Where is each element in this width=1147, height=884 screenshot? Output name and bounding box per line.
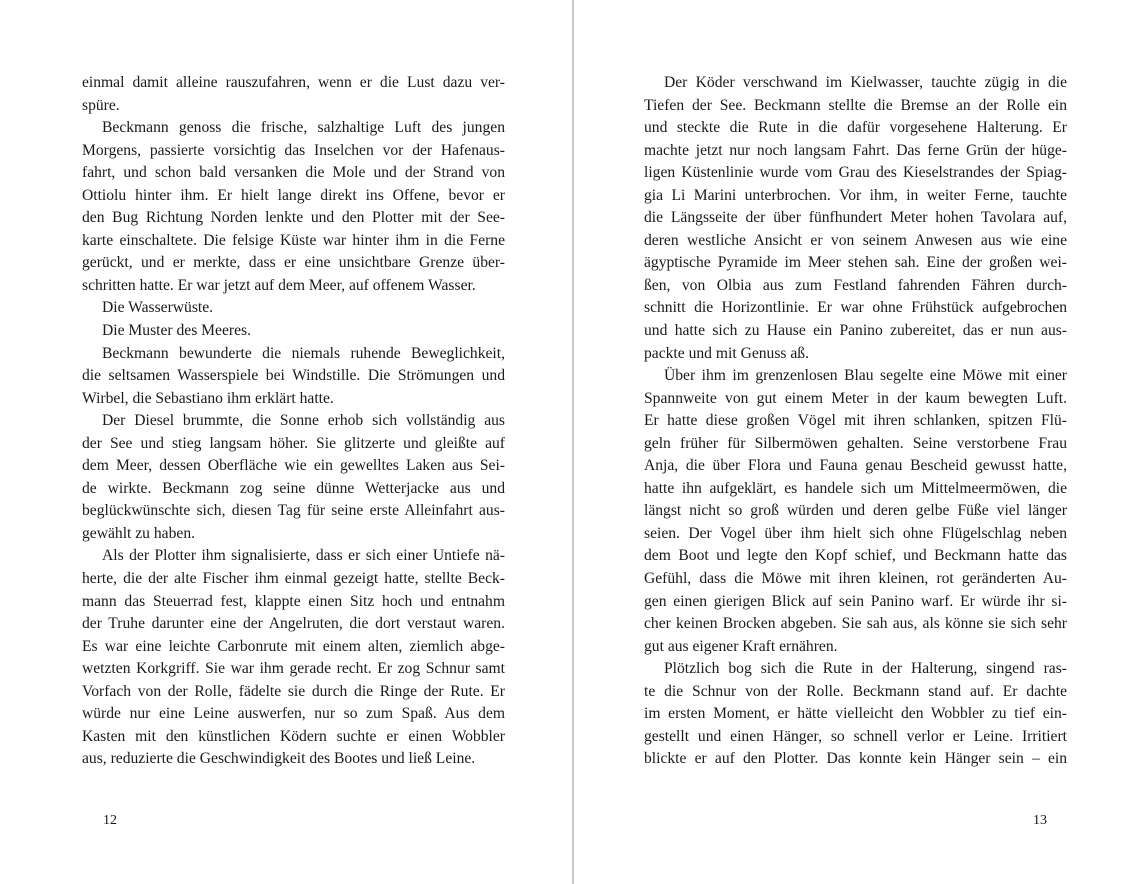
- text-line: Der Diesel brummte, die Sonne erhob sich vollständig aus: [102, 412, 505, 430]
- paragraph: [82, 545, 505, 770]
- text-line: die seltsamen Wasserspiele bei Windstille. Die Strömungen und: [82, 367, 505, 385]
- text-line: geln früher für Silbermöwen gehalten. Seine verstorbene Frau: [644, 434, 1067, 452]
- text-line: Die Wasserwüste.: [102, 299, 214, 317]
- text-line: der See und stieg langsam höher. Sie glitzerte und gleißte auf: [82, 434, 505, 452]
- text-line: de wirkte. Beckmann zog seine dünne Wetterjacke aus und: [82, 479, 505, 497]
- text-line: Es war eine leichte Carbonrute mit einem alten, ziemlich abge-: [82, 637, 505, 655]
- text-line: wetzten Korkgriff. Sie war ihm gerade recht. Er zog Schnur samt: [82, 660, 505, 678]
- text-line: einmal damit alleine rauszufahren, wenn er die Lust dazu ver-: [82, 74, 505, 91]
- paragraph: [644, 658, 1067, 771]
- text-line: Der Köder verschwand im Kielwasser, tauchte zügig in die: [664, 74, 1067, 91]
- text-line: packte und mit Genuss aß.: [644, 344, 809, 362]
- text-line: und steckte die Rute in die dafür vorgesehene Halterung. Er: [644, 119, 1067, 137]
- text-line: Über ihm im grenzenlosen Blau segelte eine Möwe mit einer: [664, 367, 1067, 385]
- text-line: Als der Plotter ihm signalisierte, dass er sich einer Untiefe nä-: [102, 547, 505, 565]
- text-line: schritten hatte. Er war jetzt auf dem Meer, auf offenem Wasser.: [82, 276, 476, 294]
- text-line: der Truhe darunter eine der Angelruten, die dort verstaut waren.: [82, 615, 505, 633]
- text-line: blickte er auf den Plotter. Das konnte kein Hänger sein – ein: [644, 750, 1067, 768]
- text-line: ßen, von Olbia aus zum Festland fahrenden Fähren durch-: [644, 276, 1067, 294]
- text-line: gewählt zu haben.: [82, 524, 196, 542]
- text-line: Beckmann genoss die frische, salzhaltige Luft des jungen: [102, 119, 505, 137]
- text-line: Kasten mit den künstlichen Ködern suchte er einen Wobbler: [82, 727, 505, 745]
- text-line: den Bug Richtung Norden lenkte und den Plotter mit der See-: [82, 209, 505, 227]
- text-line: spüre.: [82, 96, 120, 114]
- left-page: [0, 0, 572, 884]
- text-line: Plötzlich bog sich die Rute in der Halterung, singend ras-: [664, 660, 1067, 678]
- text-line: gut aus eigener Kraft ernähren.: [644, 637, 838, 655]
- text-line: seien. Der Vogel über ihm hielt sich ohne Flügelschlag neben: [644, 524, 1067, 542]
- text-line: Anja, die über Flora und Fauna genau Bescheid gewusst hatte,: [644, 457, 1067, 475]
- page-number: 13: [1033, 813, 1047, 828]
- text-line: dem Boot und legte den Kopf schief, und Beckmann hatte das: [644, 547, 1067, 565]
- paragraph: [82, 320, 505, 343]
- text-line: ligen Küstenlinie wurde vom Grau des Kieselstrandes der Spiag-: [644, 164, 1067, 182]
- text-line: Spannweite von gut einem Meter in der kaum bewegten Luft.: [644, 389, 1067, 407]
- right-page: [574, 0, 1147, 884]
- text-line: fahrt, und schon bald versanken die Mole und der Strand von: [82, 164, 505, 182]
- paragraph: [82, 297, 505, 320]
- text-line: Tiefen der See. Beckmann stellte die Bremse an der Rolle ein: [644, 96, 1067, 114]
- text-line: schnitt die Horizontlinie. Er war ohne Frühstück aufgebrochen: [644, 299, 1067, 317]
- text-line: dem Meer, dessen Oberfläche wie ein gewelltes Laken aus Sei-: [82, 457, 505, 475]
- paragraph: [82, 343, 505, 411]
- paragraph: [644, 365, 1067, 658]
- text-line: te die Schnur von der Rolle. Beckmann stand auf. Er dachte: [644, 682, 1067, 700]
- text-line: Die Muster des Meeres.: [102, 322, 251, 340]
- text-line: im ersten Moment, er hätte vielleicht den Wobbler zu tief ein-: [644, 705, 1067, 723]
- text-line: Gefühl, dass die Möwe mit ihren kleinen, rot geränderten Au-: [644, 570, 1067, 588]
- text-line: mann das Steuerrad fest, klappte einen Sitz hoch und entnahm: [82, 592, 505, 610]
- text-line: würde nur eine Leine auswerfen, nur so zum Spaß. Aus dem: [82, 705, 505, 723]
- right-page-text: [644, 72, 1067, 771]
- text-line: gia Li Marini unterbrochen. Vor ihm, in weiter Ferne, tauchte: [644, 186, 1067, 204]
- text-line: herte, die der alte Fischer ihm einmal gezeigt hatte, stellte Beck-: [82, 570, 505, 588]
- text-line: cher keinen Brocken abgeben. Sie sah aus, als könne sie sich sehr: [644, 615, 1067, 633]
- text-line: Morgens, passierte vorsichtig das Inselchen vor der Hafenaus-: [82, 141, 505, 159]
- text-line: Beckmann bewunderte die niemals ruhende Beweglichkeit,: [102, 344, 505, 362]
- text-line: gen einen gierigen Blick auf sein Panino warf. Er würde ihr si-: [644, 592, 1067, 610]
- text-line: die Längsseite der über fünfhundert Meter hohen Tavolara auf,: [644, 209, 1067, 227]
- text-line: aus, reduzierte die Geschwindigkeit des Bootes und ließ Leine.: [82, 750, 476, 768]
- text-line: deren westliche Ansicht er von seinem Anwesen aus wie eine: [644, 231, 1067, 249]
- text-line: hatte ihn aufgeklärt, es handele sich um Mittelmeermöwen, die: [644, 479, 1067, 497]
- text-line: Vorfach von der Rolle, fädelte sie durch die Ringe der Rute. Er: [82, 682, 505, 700]
- text-line: karte einschaltete. Die felsige Küste war hinter ihm in die Ferne: [82, 231, 505, 249]
- paragraph: [82, 72, 505, 117]
- text-line: gestellt und einen Hänger, so schnell verlor er Leine. Irritiert: [644, 727, 1067, 745]
- paragraph: [82, 410, 505, 545]
- text-line: ägyptische Pyramide im Meer stehen sah. Eine der großen wei-: [644, 254, 1067, 272]
- paragraph: [644, 72, 1067, 365]
- text-line: beglückwünschte sich, diesen Tag für seine erste Alleinfahrt aus-: [82, 502, 505, 520]
- text-line: längst nicht so groß würden und deren gelbe Füße viel länger: [644, 502, 1067, 520]
- text-line: gerückt, und er merkte, dass er eine unsichtbare Grenze über-: [82, 254, 505, 272]
- left-page-text: [82, 72, 505, 771]
- text-line: Er hatte diese großen Vögel mit ihren schlanken, spitzen Flü-: [644, 412, 1067, 430]
- page-number: 12: [103, 813, 117, 828]
- text-line: Ottiolu hinter ihm. Er hielt lange direkt ins Offene, bevor er: [82, 186, 505, 204]
- paragraph: [82, 117, 505, 297]
- text-line: Wirbel, die Sebastiano ihm erklärt hatte.: [82, 389, 334, 407]
- text-line: machte jetzt nur noch langsam Fahrt. Das ferne Grün der hüge-: [644, 141, 1067, 159]
- text-line: und hatte sich zu Hause ein Panino zubereitet, das er nun aus-: [644, 322, 1067, 340]
